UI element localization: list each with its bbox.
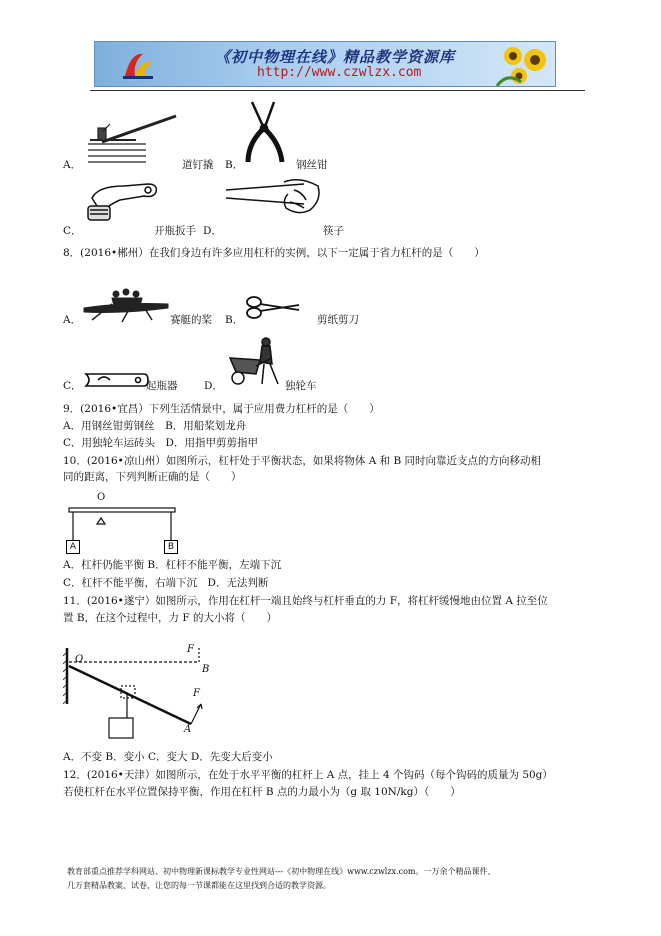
q7-c-label: 开瓶扳手 (154, 225, 196, 237)
q11-fig-force-bottom-label: F (193, 688, 200, 699)
q11-stem-line2: 置 B，在这个过程中，力 F 的大小将（ ） (63, 612, 278, 624)
q10-options-line2: C．杠杆不能平衡，右端下沉 D．无法判断 (63, 577, 269, 589)
q8-a-letter: A． (63, 314, 82, 326)
q11-fig-point-a-label: A (184, 724, 192, 735)
header-rule (90, 90, 585, 91)
site-logo-icon (121, 48, 155, 80)
header-banner (94, 41, 556, 87)
q8-b-letter: B． (225, 314, 244, 326)
banner-title: 《初中物理在线》精品教学资源库 (215, 48, 456, 66)
q10-lever-figure (63, 490, 183, 554)
q11-fig-pivot-label: O (75, 654, 84, 665)
q7-d-letter: D． (203, 225, 222, 237)
q7-d-label: 筷子 (323, 225, 344, 237)
q9-options-line2: C．用独轮车运砖头 D．用指甲剪剪指甲 (63, 437, 258, 449)
q10-stem-line2: 同的距离，下列判断正确的是（ ） (63, 471, 242, 483)
q7-a-label: 道钉撬 (182, 159, 214, 171)
footer-line2: 几万套精品教案、试卷，让您的每一节课都能在这里找到合适的教学资源。 (67, 881, 331, 890)
q9-options-line1: A．用钢丝钳剪钢丝 B．用船桨划龙舟 (63, 420, 247, 432)
q8-d-letter: D． (204, 380, 223, 392)
q7-b-label: 钢丝钳 (296, 159, 328, 171)
q7-c-letter: C． (63, 225, 82, 237)
q10-options-line1: A．杠杆仍能平衡 B．杠杆不能平衡，左端下沉 (63, 559, 282, 571)
q11-fig-point-b-label: B (202, 664, 210, 675)
q7-b-letter: B． (225, 159, 244, 171)
bottle-opener-icon (84, 180, 160, 224)
sunflower-icon (491, 42, 553, 86)
q12-stem-line2: 若使杠杆在水平位置保持平衡，作用在杠杆 B 点的力最小为（g 取 10N/kg）（ ） (63, 786, 461, 798)
q8-stem: 8．(2016•郴州）在我们身边有许多应用杠杆的实例，以下一定属于省力杠杆的是（ ） (63, 247, 485, 259)
rail-spike-bar-icon (86, 114, 181, 166)
q11-stem-line1: 11．(2016•遂宁）如图所示，作用在杠杆一端且始终与杠杆垂直的力 F，将杠杆缓慢地由位置 A 拉至位 (63, 595, 548, 607)
q8-d-label: 独轮车 (285, 380, 317, 392)
wheelbarrow-icon (226, 336, 286, 388)
q11-lever-figure (63, 640, 223, 745)
q10-fig-pivot-label: O (97, 492, 106, 503)
q10-stem-line1: 10．(2016•凉山州）如图所示，杠杆处于平衡状态，如果将物体 A 和 B 同时向靠近支点的方向移动相 (63, 455, 542, 467)
q10-fig-box-a: A (66, 540, 80, 554)
q8-b-label: 剪纸剪刀 (317, 314, 359, 326)
q11-options: A．不变 B．变小 C．变大 D．先变大后变小 (63, 751, 273, 763)
q9-stem: 9．(2016•宜昌）下列生活情景中，属于应用费力杠杆的是（ ） (63, 403, 380, 415)
q8-a-label: 赛艇的桨 (170, 314, 212, 326)
banner-url[interactable]: http://www.czwlzx.com (257, 65, 422, 80)
q8-c-label: 起瓶器 (146, 380, 178, 392)
q11-fig-force-top-label: F (187, 644, 194, 655)
rowing-boat-icon (82, 284, 170, 324)
footer-line1: 教育部重点推荐学科网站、初中物理新课标教学专业性网站---《初中物理在线》www.czwlzx.com。一万余个精品课件、 (67, 867, 496, 876)
q12-stem-line1: 12．(2016•天津）如图所示，在处于水平平衡的杠杆上 A 点，挂上 4 个钩码（每个钩码的质量为 50g） (63, 769, 553, 781)
q7-a-letter: A． (63, 159, 82, 171)
scissors-icon (245, 294, 301, 320)
chopsticks-hand-icon (224, 176, 324, 222)
bottle-cap-opener-icon (84, 370, 150, 390)
q10-fig-box-b: B (164, 540, 178, 554)
q8-c-letter: C． (63, 380, 82, 392)
pliers-icon (238, 100, 294, 166)
